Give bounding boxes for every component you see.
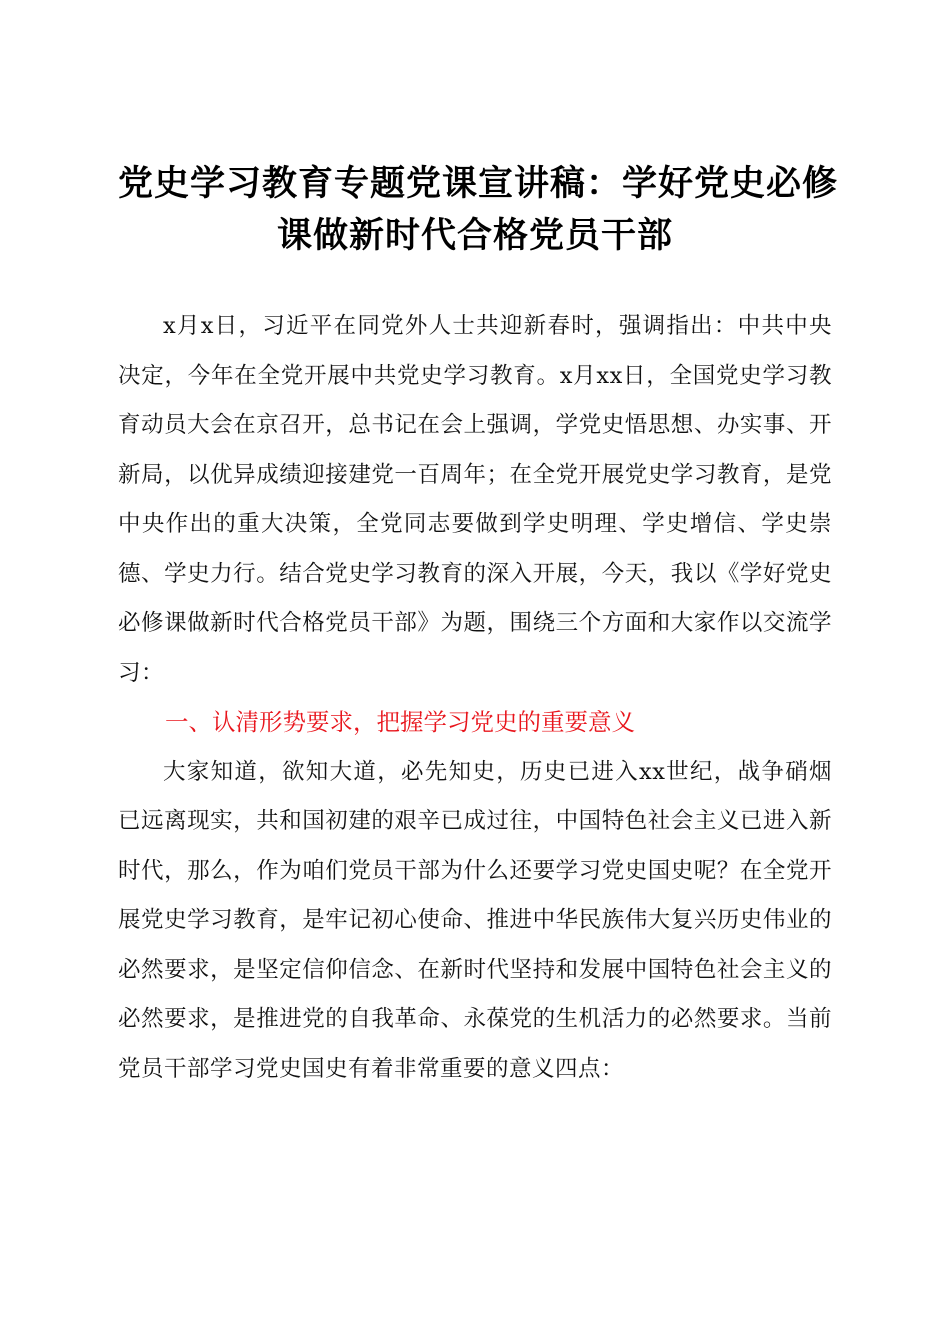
intro-paragraph: x月x日，习近平在同党外人士共迎新春时，强调指出：中共中央决定，今年在全党开展中共党史学习教育。x月xx日，全国党史学习教育动员大会在京召开，总书记在会上强调，学党史悟思想、办实事、开新局，以优异成绩迎接建党一百周年；在全党开展党史学习教育，是党中央作出的重大决策，全党同志要做到学史明理、学史增信、学史崇德、学史力行。结合党史学习教育的深入开展，今天，我以《学好党史必修课做新时代合格党员干部》为题，围绕三个方面和大家作以交流学习： xyxy=(118,313,832,686)
title-line-2: 课做新时代合格党员干部 xyxy=(276,215,673,256)
section-heading-1: 一、认清形势要求，把握学习党史的重要意义 xyxy=(165,708,635,736)
section-1-paragraph: 大家知道，欲知大道，必先知史，历史已进入xx世纪，战争硝烟已远离现实，共和国初建的艰辛已成过往，中国特色社会主义已进入新时代，那么，作为咱们党员干部为什么还要学习党史国史呢？在全党开展党史学习教育，是牢记初心使命、推进中华民族伟大复兴历史伟业的必然要求，是坚定信仰信念、在新时代坚持和发展中国特色社会主义的必然要求，是推进党的自我革命、永葆党的生机活力的必然要求。当前党员干部学习党史国史有着非常重要的意义四点： xyxy=(118,758,832,1082)
document-title xyxy=(118,158,839,262)
document-body xyxy=(118,302,832,1094)
title-line-1: 党史学习教育专题党课宣讲稿：学好党史必修 xyxy=(118,163,839,204)
